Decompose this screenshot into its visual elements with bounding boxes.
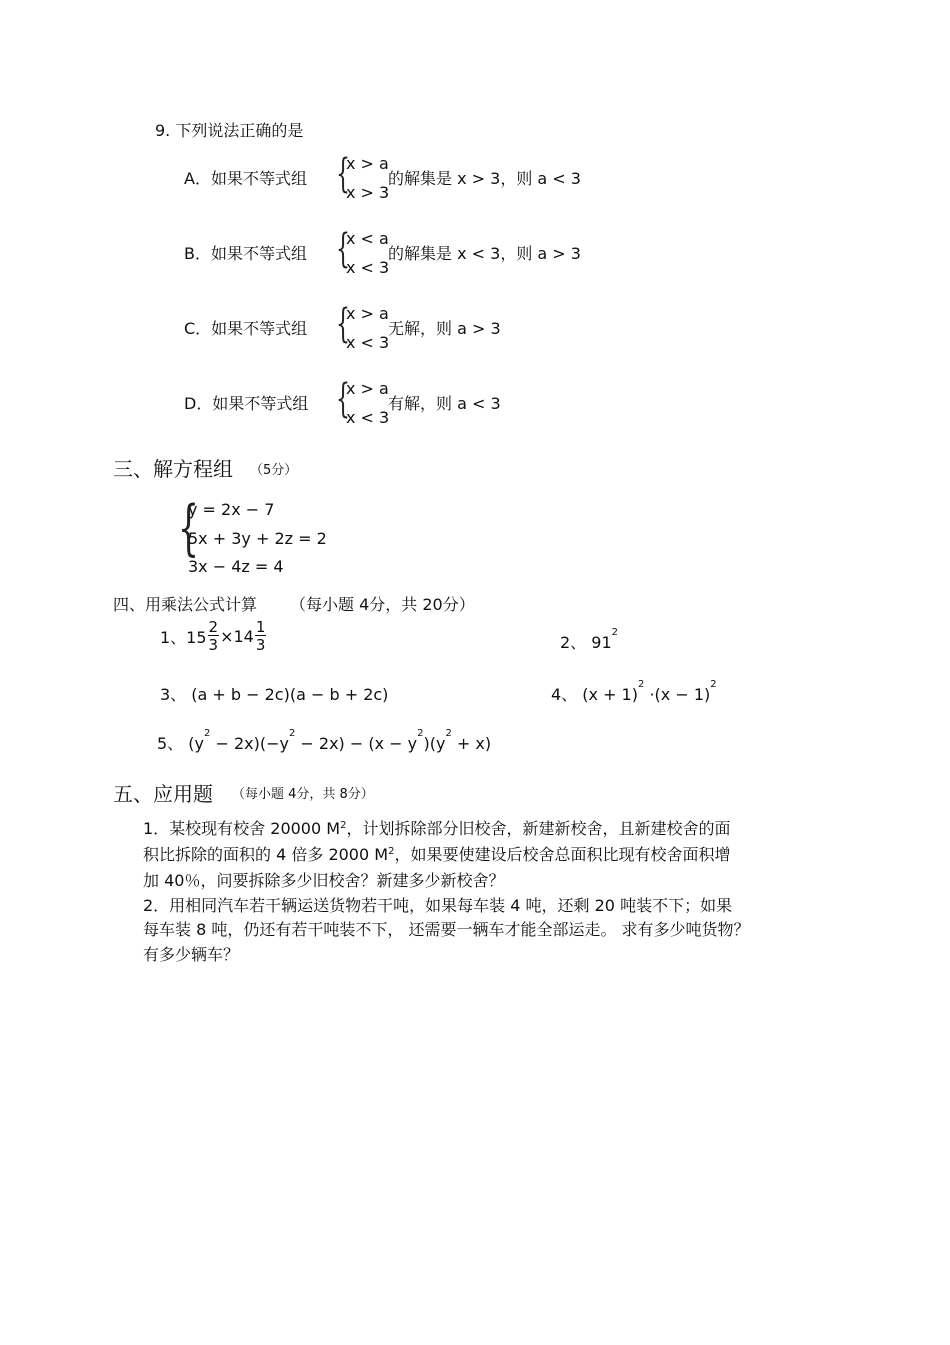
p5-part-b: − 2x)(−y [210,734,289,753]
option-b-eq2: x < 3 [346,258,390,277]
problem-4-1 [160,620,267,653]
section-5-note: （每小题 4分，共 8分） [232,787,374,802]
p5-1-l2-b: ，如果要使建设后校舍总面积比现有校舍面积增 [394,845,731,864]
option-c-label: C．如果不等式组 [184,319,308,338]
option-a-label: A．如果不等式组 [184,169,307,188]
brace-c-icon: { [336,301,350,347]
exponent: 2 [203,728,211,739]
option-a-eq1: x > a [346,154,389,173]
problem-4-2-label: 2、 91 [560,633,612,652]
system-eq-2: 5x + 3y + 2z = 2 [188,529,327,548]
problem-4-1-label: 1、15 [160,628,207,647]
p5-1-l1-a: 1．某校现有校舍 20000 M [143,819,341,838]
option-c-eq1: x > a [346,304,389,323]
exponent: 2 [288,728,296,739]
p5-part-e: + x) [451,734,492,753]
problem-4-3: 3、 (a + b − 2c)(a − b + 2c) [160,685,389,704]
question-9-title: 9. 下列说法正确的是 [155,121,304,140]
frac-num: 2 [208,618,219,636]
section-4-title: 四、用乘法公式计算 [113,595,258,614]
section-3-title: 三、解方程组 [113,457,233,481]
system-eq-3: 3x − 4z = 4 [188,557,284,576]
brace-a-icon: { [336,151,350,197]
p5-1-l2-a: 积比拆除的面积的 4 倍多 2000 M [143,845,389,864]
times-14: ×14 [220,627,254,646]
frac-den: 3 [208,636,219,654]
problem-4-2 [560,627,619,653]
p5-1-l1-b: ，计划拆除部分旧校舍，新建新校舍，且新建校舍的面 [346,819,731,838]
exponent: 2 [611,627,619,638]
system-eq-1: y = 2x − 7 [188,500,275,519]
problem-4-4-part-a: 4、 (x + 1) [551,685,638,704]
p5-part-c: − 2x) − (x − y [295,734,418,753]
option-d-label: D．如果不等式组 [184,394,309,413]
brace-d-icon: { [336,376,350,422]
section-4-note: （每小题 4分，共 20分） [290,595,475,614]
exponent: 2 [710,679,717,690]
p5-part-a: 5、 (y [157,734,204,753]
section-5-title: 五、应用题 [113,782,213,806]
problem-4-5 [157,728,492,754]
frac-num: 1 [255,618,266,636]
problem-5-2-line-3: 有多少辆车？ [143,945,240,964]
option-b-label: B．如果不等式组 [184,244,307,263]
exponent: 2 [388,846,395,857]
problem-5-2-line-1: 2．用相同汽车若干辆运送货物若干吨，如果每车装 4 吨，还剩 20 吨装不下；如果 [143,896,733,915]
exponent: 2 [445,728,452,739]
frac-den: 3 [255,636,266,654]
option-a-tail: 的解集是 x > 3，则 a < 3 [388,169,581,188]
problem-5-1-line-2 [143,842,730,867]
problem-5-2-line-2: 每车装 8 吨，仍还有若干吨装不下， 还需要一辆车才能全部运走。 求有多少吨货物？ [143,920,750,939]
option-d-eq2: x < 3 [346,408,390,427]
problem-5-1-line-3: 加 40％，问要拆除多少旧校舍？新建多少新校舍？ [143,871,505,890]
fraction-1-3 [255,620,267,653]
option-d-tail: 有解，则 a < 3 [388,394,501,413]
section-3-note: （5分） [250,463,298,478]
exponent: 2 [340,820,347,831]
system-brace-icon: { [178,493,200,563]
option-b-eq1: x < a [346,229,389,248]
option-d-eq1: x > a [346,379,389,398]
exponent: 2 [417,728,424,739]
option-c-eq2: x < 3 [346,333,390,352]
option-b-tail: 的解集是 x < 3，则 a > 3 [388,244,581,263]
p5-part-d: )(y [423,734,446,753]
problem-5-1-line-1 [143,816,730,841]
option-a-eq2: x > 3 [346,183,390,202]
problem-4-4-part-b: ·(x − 1) [644,685,711,704]
exponent: 2 [637,679,645,690]
brace-b-icon: { [336,226,350,272]
option-c-tail: 无解，则 a > 3 [388,319,501,338]
problem-4-4 [551,679,717,705]
fraction-2-3 [208,620,220,653]
